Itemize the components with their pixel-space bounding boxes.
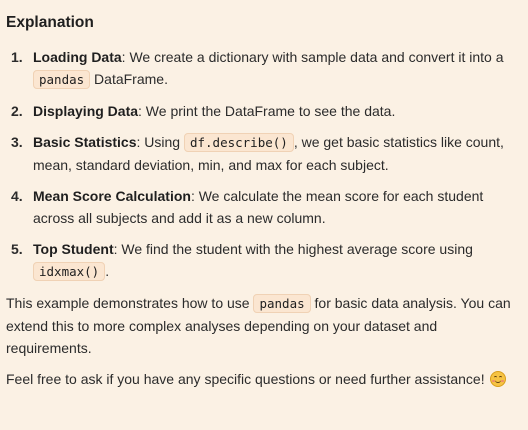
step-text — [30, 185, 514, 229]
step-number: 3. — [11, 134, 23, 150]
closing-text: Feel free to ask if you have any specific questions or need further assistance! — [6, 371, 489, 387]
closing-paragraph — [6, 368, 514, 390]
step-number: 1. — [11, 49, 23, 65]
inline-code: idxmax() — [33, 262, 105, 281]
summary-text-part: for basic data analysis. You can extend this to more complex analyses depending on your dataset and requirements. — [6, 295, 511, 356]
list-item — [6, 185, 514, 229]
inline-code: df.describe() — [184, 133, 294, 152]
step-text-part: DataFrame. — [90, 71, 168, 87]
inline-code: pandas — [33, 70, 90, 89]
step-term: Basic Statistics — [33, 134, 137, 150]
inline-code: pandas — [253, 294, 310, 313]
step-text-part: : Using — [136, 134, 184, 150]
step-text — [30, 238, 514, 283]
step-term: Mean Score Calculation — [33, 188, 191, 204]
list-item — [6, 238, 514, 283]
step-number: 4. — [11, 188, 23, 204]
smiling-face-icon — [490, 371, 506, 387]
list-item — [6, 131, 514, 176]
step-text-part: . — [105, 263, 110, 279]
step-text-part: : We calculate the mean score for each student across all subjects and add it as a new column. — [33, 188, 484, 226]
step-text — [30, 46, 514, 91]
step-number: 5. — [11, 241, 23, 257]
list-item — [6, 46, 514, 91]
step-term: Loading Data — [33, 49, 122, 65]
step-text — [30, 131, 514, 176]
step-text — [30, 100, 514, 122]
step-text-part: : We find the student with the highest average score using — [113, 241, 473, 257]
step-number: 2. — [11, 103, 23, 119]
step-term: Displaying Data — [33, 103, 139, 119]
summary-text-part: This example demonstrates how to use — [6, 295, 254, 311]
step-text-part: : We create a dictionary with sample data and convert it into a — [121, 49, 504, 65]
steps-list — [6, 46, 514, 283]
step-text-part: , we get basic statistics like count, mean, standard deviation, min, and max for each subject. — [33, 134, 504, 173]
summary-paragraph — [6, 292, 514, 359]
step-term: Top Student — [33, 241, 114, 257]
section-heading: Explanation — [6, 14, 94, 31]
list-item — [6, 100, 514, 122]
step-text-part: : We print the DataFrame to see the data. — [138, 103, 396, 119]
